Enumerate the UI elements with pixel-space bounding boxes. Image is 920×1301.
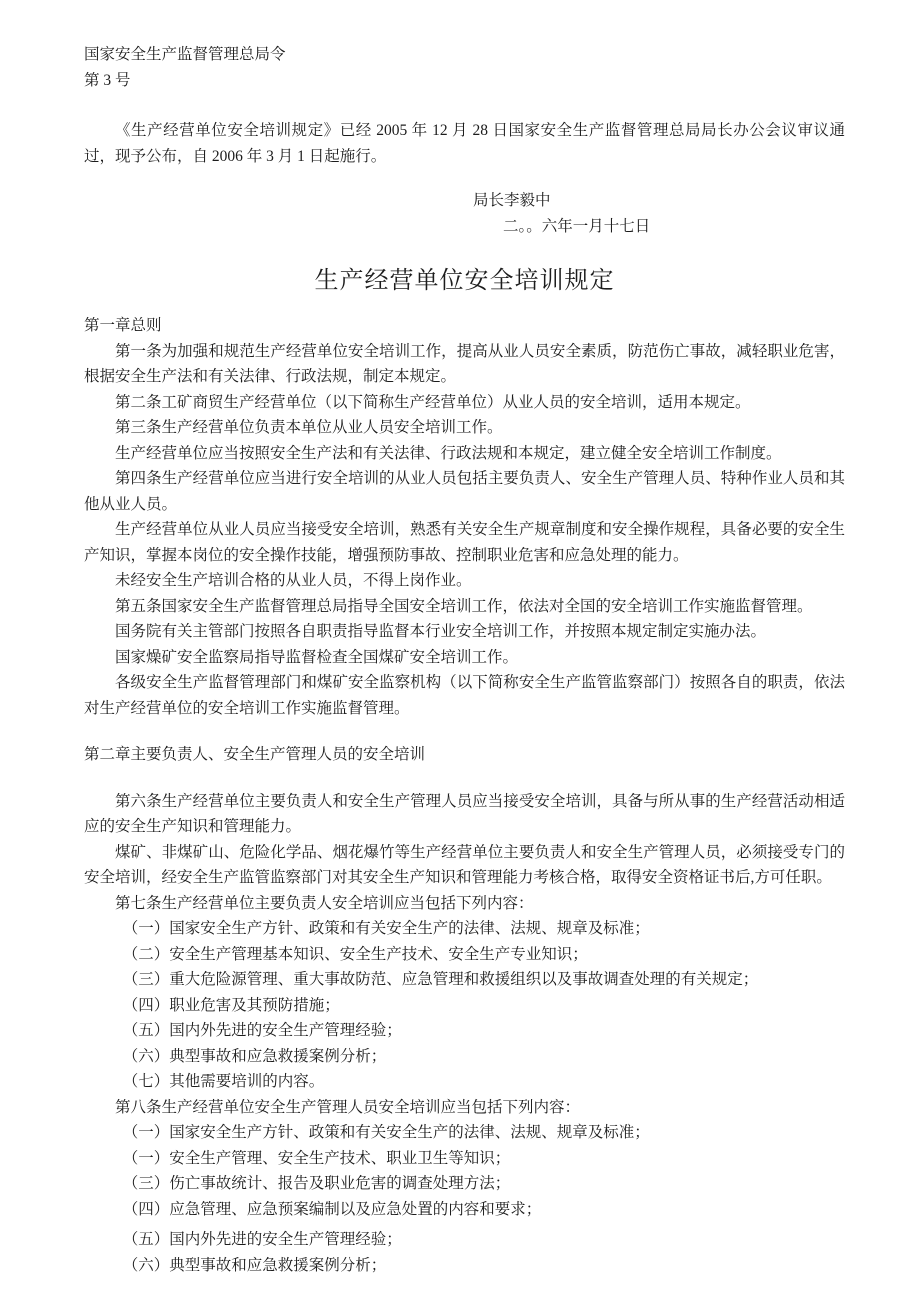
- article-4-paragraph-2: 生产经营单位从业人员应当接受安全培训，熟悉有关安全生产规章制度和安全操作规程，具备必要的安全生产知识，掌握本岗位的安全操作技能，增强预防事故、控制职业危害和应急处理的能力。: [84, 521, 845, 564]
- article-7-item-3: （三）重大危险源管理、重大事故防范、应急管理和救援组织以及事故调查处理的有关规定；: [122, 971, 759, 988]
- chapter-1-heading: 第一章总则: [84, 317, 162, 334]
- decree-number-line: 第 3 号: [84, 71, 131, 89]
- article-8-item-3: （三）伤亡事故统计、报告及职业危害的调查处理方法；: [122, 1175, 511, 1192]
- article-4-paragraph-3: 未经安全生产培训合格的从业人员，不得上岗作业。: [115, 572, 472, 589]
- article-6-paragraph-2: 煤矿、非煤矿山、危险化学品、烟花爆竹等生产经营单位主要负责人和安全生产管理人员，必须接受专门的安全培训，经安全生产监管监察部门对其安全生产知识和管理能力考核合格，取得安全资格证书后,方可任职。: [84, 843, 845, 886]
- article-8-item-6: （六）典型事故和应急救援案例分析；: [122, 1256, 387, 1274]
- document-title: 生产经营单位安全培训规定: [314, 268, 615, 294]
- article-5-paragraph-3: 国家燥矿安全监察局指导监督检查全国煤矿安全培训工作。: [115, 648, 519, 666]
- signature-date-line: 二。。六年一月十七日: [503, 217, 651, 235]
- article-7-item-4: （四）职业危害及其预防措施；: [122, 996, 340, 1014]
- decree-issuer-line: 国家安全生产监督管理总局令: [84, 46, 286, 63]
- article-3-paragraph: 第三条生产经营单位负责本单位从业人员安全培训工作。: [115, 419, 503, 436]
- article-5-paragraph: 第五条国家安全生产监督管理总局指导全国安全培训工作，依法对全国的安全培训工作实施监督管理。: [115, 597, 813, 615]
- chapter-2-heading: 第二章主要负责人、安全生产管理人员的安全培训: [84, 746, 426, 763]
- signature-name-line: 局长李毅中: [473, 192, 551, 209]
- article-5-paragraph-4: 各级安全生产监督管理部门和煤矿安全监察机构（以下简称安全生产监管监察部门）按照各自的职责，依法对生产经营单位的安全培训工作实施监督管理。: [84, 674, 845, 717]
- article-8-item-4: （四）应急管理、应急预案编制以及应急处置的内容和要求；: [122, 1200, 542, 1218]
- article-7-item-7: （七）其他需要培训的内容。: [122, 1073, 325, 1090]
- decree-announcement: 《生产经营单位安全培训规定》已经 2005 年 12 月 28 日国家安全生产监督管理总局局长办公会议审议通过，现予公布，自 2006 年 3 月 1 日起施行。: [84, 122, 845, 165]
- article-7-item-5: （五）国内外先进的安全生产管理经验；: [122, 1022, 402, 1039]
- article-8-item-2: （一）安全生产管理、安全生产技术、职业卫生等知识；: [122, 1149, 511, 1167]
- article-7-intro: 第七条生产经营单位主要负责人安全培训应当包括下列内容：: [115, 894, 534, 912]
- article-3-paragraph-2: 生产经营单位应当按照安全生产法和有关法律、行政法规和本规定，建立健全安全培训工作制度。: [115, 444, 782, 462]
- article-8-item-1: （一）国家安全生产方针、政策和有关安全生产的法律、法规、规章及标准；: [122, 1124, 650, 1141]
- article-1-paragraph: 第一条为加强和规范生产经营单位安全培训工作，提高从业人员安全素质，防范伤亡事故，减轻职业危害，根据安全生产法和有关法律、行政法规，制定本规定。: [84, 342, 845, 385]
- article-5-paragraph-2: 国务院有关主管部门按照各自职责指导监督本行业安全培训工作，并按照本规定制定实施办法。: [115, 623, 767, 640]
- article-7-item-2: （二）安全生产管理基本知识、安全生产技术、安全生产专业知识；: [122, 945, 588, 963]
- article-7-item-1: （一）国家安全生产方针、政策和有关安全生产的法律、法规、规章及标准；: [122, 920, 650, 937]
- article-7-item-6: （六）典型事故和应急救援案例分析；: [122, 1047, 387, 1065]
- article-6-paragraph: 第六条生产经营单位主要负责人和安全生产管理人员应当接受安全培训，具备与所从事的生产经营活动相适应的安全生产知识和管理能力。: [84, 792, 845, 835]
- article-8-item-5: （五）国内外先进的安全生产管理经验；: [122, 1231, 402, 1248]
- article-8-intro: 第八条生产经营单位安全生产管理人员安全培训应当包括下列内容：: [115, 1098, 581, 1116]
- article-4-paragraph: 第四条生产经营单位应当进行安全培训的从业人员包括主要负责人、安全生产管理人员、特种作业人员和其他从业人员。: [84, 470, 845, 513]
- article-2-paragraph: 第二条工矿商贸生产经营单位（以下简称生产经营单位）从业人员的安全培训，适用本规定。: [115, 393, 751, 411]
